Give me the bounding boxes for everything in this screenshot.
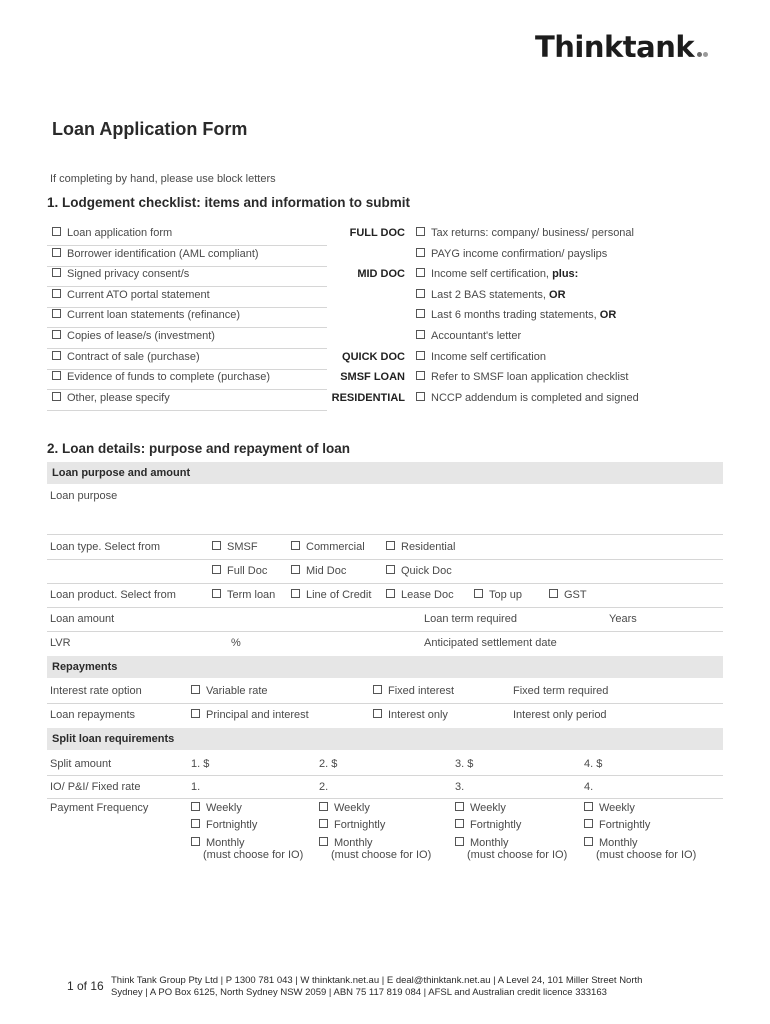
divider <box>47 631 723 632</box>
monthly-option[interactable]: Monthly <box>319 837 373 849</box>
lvr-unit: % <box>231 637 241 649</box>
loan-type-quick-doc[interactable]: Quick Doc <box>386 565 452 577</box>
checkbox[interactable] <box>416 371 425 380</box>
repayments-bar <box>47 656 723 678</box>
divider <box>47 775 723 776</box>
thinktank-logo <box>535 30 708 64</box>
checklist-item[interactable]: Current ATO portal statement <box>52 289 210 301</box>
doc-type-label: QUICK DOC <box>342 351 405 363</box>
monthly-option[interactable]: Monthly <box>191 837 245 849</box>
checkbox[interactable] <box>584 802 593 811</box>
footer-line-1: Think Tank Group Pty Ltd | P 1300 781 043 | W thinktank.net.au | E deal@thinktank.net.au | A Level 24, 101 Miller Street North <box>111 975 643 986</box>
logo-text: Thinktank <box>535 30 695 64</box>
doc-type-label: FULL DOC <box>349 227 405 239</box>
doc-requirement-item[interactable]: Last 6 months trading statements, OR <box>416 309 616 321</box>
split-loan-bar-label: Split loan requirements <box>52 733 175 745</box>
variable-rate-option[interactable]: Variable rate <box>191 685 268 697</box>
footer-line-2: Sydney | A PO Box 6125, North Sydney NSW 2059 | ABN 75 117 819 084 | AFSL and Australian credit licence 333163 <box>111 987 607 998</box>
divider <box>47 410 327 411</box>
checkbox[interactable] <box>319 837 328 846</box>
checkbox[interactable] <box>52 227 61 236</box>
fortnightly-option[interactable]: Fortnightly <box>191 819 257 831</box>
checkbox[interactable] <box>474 589 483 598</box>
doc-requirement-item[interactable]: Accountant's letter <box>416 330 521 342</box>
checklist-item[interactable]: Copies of lease/s (investment) <box>52 330 215 342</box>
doc-requirement-item[interactable]: PAYG income confirmation/ payslips <box>416 248 607 260</box>
form-title: Loan Application Form <box>52 119 248 139</box>
divider <box>47 703 723 704</box>
checkbox[interactable] <box>52 248 61 257</box>
checklist-item[interactable]: Other, please specify <box>52 392 170 404</box>
checkbox[interactable] <box>319 819 328 828</box>
loan-product-top-up[interactable]: Top up <box>474 589 522 601</box>
lvr-label: LVR <box>50 637 71 649</box>
weekly-option[interactable]: Weekly <box>455 802 506 814</box>
checkbox[interactable] <box>212 565 221 574</box>
io-pi-fixed-label: IO/ P&I/ Fixed rate <box>50 781 141 793</box>
principal-interest-option[interactable]: Principal and interest <box>191 709 309 721</box>
checkbox[interactable] <box>549 589 558 598</box>
split-amount-3: 3. $ <box>455 758 474 770</box>
checkbox[interactable] <box>52 351 61 360</box>
io-value-4: 4. <box>584 781 594 793</box>
checkbox[interactable] <box>191 802 200 811</box>
weekly-option[interactable]: Weekly <box>319 802 370 814</box>
loan-type-full-doc[interactable]: Full Doc <box>212 565 267 577</box>
loan-product-gst[interactable]: GST <box>549 589 587 601</box>
divider <box>47 389 327 390</box>
checkbox[interactable] <box>455 802 464 811</box>
fortnightly-option[interactable]: Fortnightly <box>455 819 521 831</box>
checkbox[interactable] <box>373 709 382 718</box>
doc-type-label: RESIDENTIAL <box>331 392 405 404</box>
checkbox[interactable] <box>52 309 61 318</box>
divider <box>47 607 723 608</box>
doc-type-label: SMSF LOAN <box>340 371 405 383</box>
checkbox[interactable] <box>319 802 328 811</box>
checkbox[interactable] <box>416 392 425 401</box>
loan-product-line-of-credit[interactable]: Line of Credit <box>291 589 371 601</box>
checkbox[interactable] <box>584 837 593 846</box>
checkbox[interactable] <box>191 709 200 718</box>
settlement-date-label: Anticipated settlement date <box>424 637 557 649</box>
checklist-item[interactable]: Signed privacy consent/s <box>52 268 189 280</box>
fixed-term-label: Fixed term required <box>513 685 609 697</box>
divider <box>47 266 327 267</box>
divider <box>47 583 723 584</box>
split-amount-1: 1. $ <box>191 758 210 770</box>
io-value-2: 2. <box>319 781 329 793</box>
divider <box>47 534 723 535</box>
checkbox[interactable] <box>291 565 300 574</box>
loan-repayments-label: Loan repayments <box>50 709 135 721</box>
loan-product-term-loan[interactable]: Term loan <box>212 589 275 601</box>
weekly-option[interactable]: Weekly <box>191 802 242 814</box>
divider <box>47 559 723 560</box>
divider <box>47 369 327 370</box>
doc-requirement-item[interactable]: NCCP addendum is completed and signed <box>416 392 639 404</box>
split-amount-4: 4. $ <box>584 758 603 770</box>
checkbox[interactable] <box>191 837 200 846</box>
loan-type-mid-doc[interactable]: Mid Doc <box>291 565 346 577</box>
checkbox[interactable] <box>416 268 425 277</box>
divider <box>47 798 723 799</box>
interest-only-period-label: Interest only period <box>513 709 607 721</box>
loan-type-smsf[interactable]: SMSF <box>212 541 258 553</box>
checklist-item[interactable]: Borrower identification (AML compliant) <box>52 248 259 260</box>
checkbox[interactable] <box>291 541 300 550</box>
interest-only-option[interactable]: Interest only <box>373 709 448 721</box>
repayments-bar-label: Repayments <box>52 661 118 673</box>
page-number: 1 of 16 <box>67 979 104 993</box>
split-amount-label: Split amount <box>50 758 112 770</box>
loan-product-label: Loan product. Select from <box>50 589 176 601</box>
logo-dots <box>696 30 708 64</box>
checkbox[interactable] <box>455 837 464 846</box>
years-label: Years <box>609 613 637 625</box>
checkbox[interactable] <box>416 289 425 298</box>
io-value-3: 3. <box>455 781 465 793</box>
checkbox[interactable] <box>291 589 300 598</box>
payment-frequency-label: Payment Frequency <box>50 802 149 814</box>
checkbox[interactable] <box>386 541 395 550</box>
loan-type-residential[interactable]: Residential <box>386 541 455 553</box>
checkbox[interactable] <box>416 309 425 318</box>
fortnightly-option[interactable]: Fortnightly <box>319 819 385 831</box>
checkbox[interactable] <box>52 392 61 401</box>
loan-product-lease-doc[interactable]: Lease Doc <box>386 589 454 601</box>
checkbox[interactable] <box>212 589 221 598</box>
checkbox[interactable] <box>191 685 200 694</box>
checkbox[interactable] <box>52 289 61 298</box>
divider <box>47 286 327 287</box>
io-note: (must choose for IO) <box>203 849 304 861</box>
loan-type-commercial[interactable]: Commercial <box>291 541 365 553</box>
loan-amount-label: Loan amount <box>50 613 115 625</box>
block-letters-instruction: If completing by hand, please use block letters <box>50 173 276 185</box>
checkbox[interactable] <box>416 330 425 339</box>
doc-requirement-item[interactable]: Last 2 BAS statements, OR <box>416 289 566 301</box>
checkbox[interactable] <box>455 819 464 828</box>
loan-term-label: Loan term required <box>424 613 517 625</box>
interest-rate-option-label: Interest rate option <box>50 685 142 697</box>
io-note: (must choose for IO) <box>596 849 697 861</box>
divider <box>47 327 327 328</box>
checkbox[interactable] <box>386 589 395 598</box>
section-2-heading: 2. Loan details: purpose and repayment of loan <box>47 441 351 456</box>
checkbox[interactable] <box>373 685 382 694</box>
loan-purpose-label: Loan purpose <box>50 490 118 502</box>
checkbox[interactable] <box>52 371 61 380</box>
doc-type-label: MID DOC <box>357 268 405 280</box>
monthly-option[interactable]: Monthly <box>455 837 509 849</box>
checklist-item[interactable]: Current loan statements (refinance) <box>52 309 240 321</box>
io-note: (must choose for IO) <box>467 849 568 861</box>
checklist-item[interactable]: Loan application form <box>52 227 172 239</box>
weekly-option[interactable]: Weekly <box>584 802 635 814</box>
checkbox[interactable] <box>52 330 61 339</box>
checkbox[interactable] <box>191 819 200 828</box>
checklist-item[interactable]: Evidence of funds to complete (purchase) <box>52 371 270 383</box>
split-amount-2: 2. $ <box>319 758 338 770</box>
split-loan-bar <box>47 728 723 750</box>
loan-purpose-bar <box>47 462 723 484</box>
loan-purpose-bar-label: Loan purpose and amount <box>52 467 191 479</box>
checkbox[interactable] <box>212 541 221 550</box>
divider <box>47 348 327 349</box>
fortnightly-option[interactable]: Fortnightly <box>584 819 650 831</box>
io-value-1: 1. <box>191 781 201 793</box>
checkbox[interactable] <box>416 248 425 257</box>
fixed-interest-option[interactable]: Fixed interest <box>373 685 454 697</box>
checkbox[interactable] <box>52 268 61 277</box>
io-note: (must choose for IO) <box>331 849 432 861</box>
loan-type-label: Loan type. Select from <box>50 541 161 553</box>
section-1-heading: 1. Lodgement checklist: items and information to submit <box>47 195 411 210</box>
checklist-item[interactable]: Contract of sale (purchase) <box>52 351 200 363</box>
divider <box>47 245 327 246</box>
doc-requirement-item[interactable]: Income self certification, plus: <box>416 268 578 280</box>
checkbox[interactable] <box>416 227 425 236</box>
divider <box>47 307 327 308</box>
footer-contact <box>111 975 642 999</box>
doc-requirement-item[interactable]: Tax returns: company/ business/ personal <box>416 227 634 239</box>
doc-requirement-item[interactable]: Income self certification <box>416 351 546 363</box>
doc-requirement-item[interactable]: Refer to SMSF loan application checklist <box>416 371 628 383</box>
checkbox[interactable] <box>584 819 593 828</box>
monthly-option[interactable]: Monthly <box>584 837 638 849</box>
checkbox[interactable] <box>386 565 395 574</box>
checkbox[interactable] <box>416 351 425 360</box>
